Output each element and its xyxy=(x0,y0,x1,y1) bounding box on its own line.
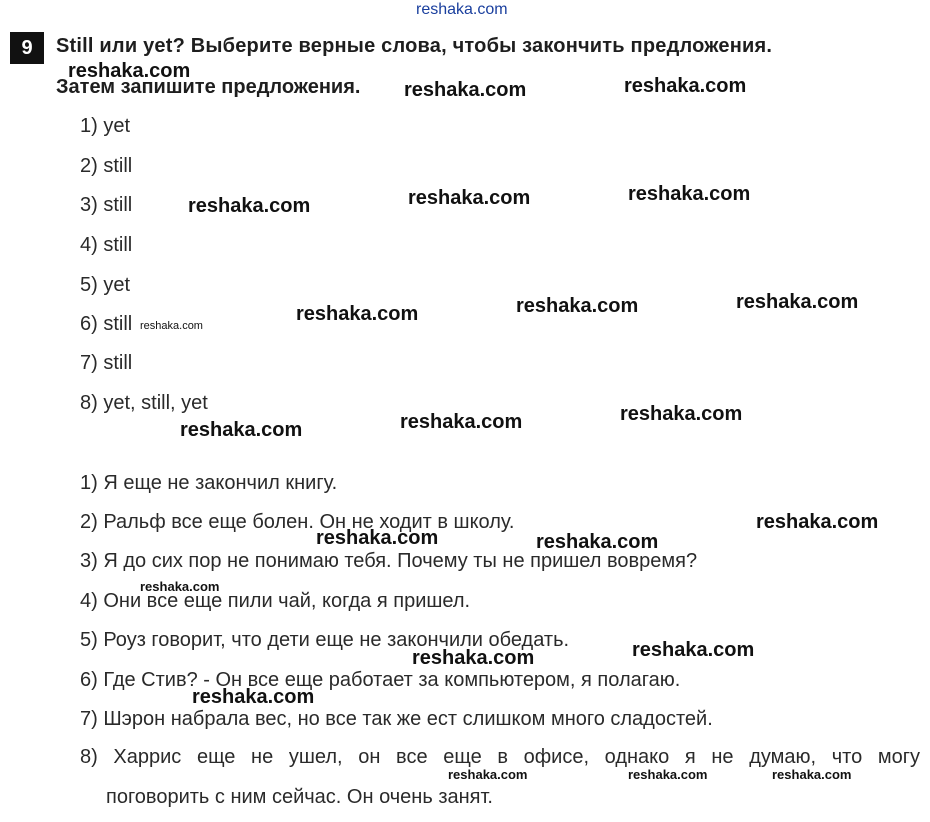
watermark: reshaka.com xyxy=(620,403,743,425)
answer-item: 5) yet xyxy=(80,274,131,296)
watermark: reshaka.com xyxy=(140,320,203,332)
watermark: reshaka.com xyxy=(756,511,879,533)
exercise-title-line-2: Затем запишите предложения. xyxy=(56,76,361,98)
translation-item-continuation: поговорить с ним сейчас. Он очень занят. xyxy=(106,786,493,808)
answer-item: 7) still xyxy=(80,352,133,374)
watermark: reshaka.com xyxy=(412,647,535,669)
watermark: reshaka.com xyxy=(296,303,419,325)
answer-item: 1) yet xyxy=(80,115,131,137)
watermark: reshaka.com xyxy=(536,531,659,553)
answer-item: 3) still xyxy=(80,194,133,216)
watermark: reshaka.com xyxy=(180,419,303,441)
watermark: reshaka.com xyxy=(192,686,315,708)
watermark: reshaka.com xyxy=(408,187,531,209)
exercise-title-line-1: Still или yet? Выберите верные слова, чтобы закончить предложения. xyxy=(56,35,773,57)
watermark: reshaka.com xyxy=(448,767,528,782)
watermark: reshaka.com xyxy=(400,411,523,433)
watermark: reshaka.com xyxy=(188,195,311,217)
watermark: reshaka.com xyxy=(316,527,439,549)
translation-item: 4) Они все еще пили чай, когда я пришел. xyxy=(80,590,471,612)
watermark: reshaka.com xyxy=(772,767,852,782)
watermark: reshaka.com xyxy=(404,79,527,101)
answer-item: 6) still xyxy=(80,313,133,335)
watermark: reshaka.com xyxy=(516,295,639,317)
translation-item: 8) Харрис еще не ушел, он все еще в офисе, однако я не думаю, что могу xyxy=(80,746,920,768)
translation-item: 5) Роуз говорит, что дети еще не закончили обедать. xyxy=(80,629,570,651)
watermark: reshaka.com xyxy=(628,767,708,782)
watermark: reshaka.com xyxy=(632,639,755,661)
translation-item: 1) Я еще не закончил книгу. xyxy=(80,472,338,494)
watermark: reshaka.com xyxy=(628,183,751,205)
translation-item: 3) Я до сих пор не понимаю тебя. Почему ты не пришел вовремя? xyxy=(80,550,698,572)
watermark: reshaka.com xyxy=(68,60,191,82)
translation-item: 2) Ральф все еще болен. Он не ходит в школу. xyxy=(80,511,515,533)
answer-item: 2) still xyxy=(80,155,133,177)
answer-item: 8) yet, still, yet xyxy=(80,392,208,414)
watermark: reshaka.com xyxy=(624,75,747,97)
translation-item: 7) Шэрон набрала вес, но все так же ест слишком много сладостей. xyxy=(80,708,713,730)
answer-item: 4) still xyxy=(80,234,133,256)
watermark: reshaka.com xyxy=(140,579,220,594)
exercise-number-badge: 9 xyxy=(10,32,44,64)
watermark: reshaka.com xyxy=(736,291,859,313)
site-title: reshaka.com xyxy=(416,1,508,18)
translation-item: 6) Где Стив? - Он все еще работает за компьютером, я полагаю. xyxy=(80,669,681,691)
